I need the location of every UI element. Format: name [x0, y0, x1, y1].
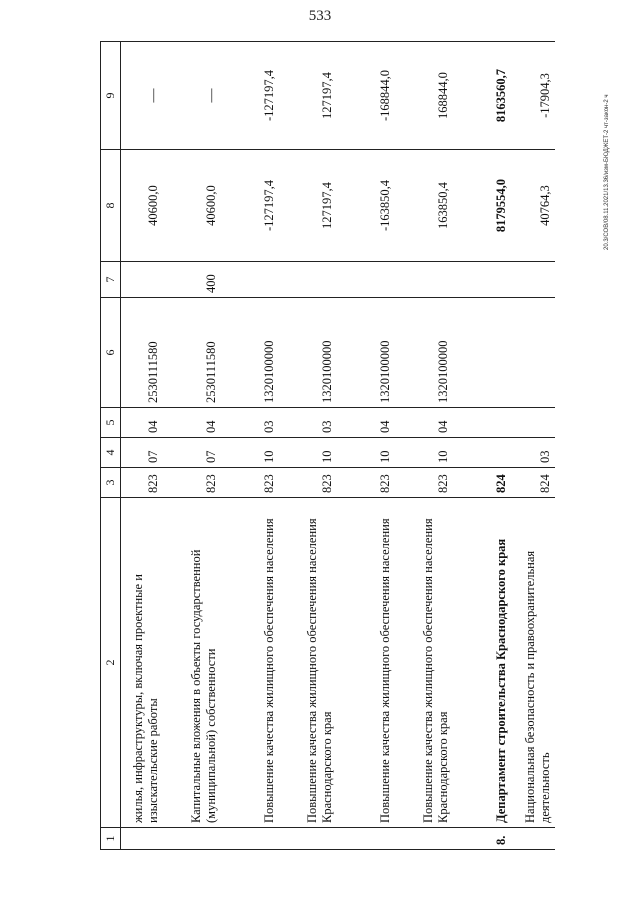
code-subsection: 04: [395, 408, 453, 438]
page-number: 533: [308, 8, 332, 24]
code-expense-type: [511, 262, 555, 298]
table-row: [279, 42, 337, 850]
code-expense-type: [221, 262, 279, 298]
amount-col8: 40764,3: [511, 150, 555, 262]
code-target: 1320100000: [279, 298, 337, 408]
amount-col9: -127197,4: [221, 42, 279, 150]
item-name: Повышение качества жилищного обеспечения населения: [337, 498, 395, 828]
code-ministry: 823: [221, 468, 279, 498]
code-subsection: 03: [221, 408, 279, 438]
amount-col8: 40600,0: [163, 150, 221, 262]
code-target: [453, 298, 511, 408]
code-section: 07: [121, 438, 164, 468]
header-cell: 3: [101, 468, 121, 498]
table-header-row: [101, 42, 121, 850]
row-number: [221, 828, 279, 850]
amount-col9: —: [163, 42, 221, 150]
code-section: 10: [279, 438, 337, 468]
code-target: 2530111580: [163, 298, 221, 408]
amount-col8: 8179554,0: [453, 150, 511, 262]
code-target: 2530111580: [121, 298, 164, 408]
code-section: [453, 438, 511, 468]
code-section: 03: [511, 438, 555, 468]
item-name: Повышение качества жилищного обеспечения населения: [221, 498, 279, 828]
table-row: [395, 42, 453, 850]
row-number: 8.: [453, 828, 511, 850]
header-cell: 4: [101, 438, 121, 468]
code-expense-type: [395, 262, 453, 298]
code-subsection: 04: [163, 408, 221, 438]
code-subsection: [511, 408, 555, 438]
code-expense-type: [337, 262, 395, 298]
amount-col8: 163850,4: [395, 150, 453, 262]
code-expense-type: [121, 262, 164, 298]
code-section: 10: [337, 438, 395, 468]
amount-col9: 127197,4: [279, 42, 337, 150]
table-row: [163, 42, 221, 850]
amount-col8: 127197,4: [279, 150, 337, 262]
header-cell: 5: [101, 408, 121, 438]
item-name: Национальная безопасность и правоохранительная деятельность: [511, 498, 555, 828]
row-number: [395, 828, 453, 850]
header-cell: 2: [101, 498, 121, 828]
code-ministry: 823: [337, 468, 395, 498]
code-ministry: 823: [395, 468, 453, 498]
row-number: [337, 828, 395, 850]
item-name: Департамент строительства Краснодарского края: [453, 498, 511, 828]
code-expense-type: [453, 262, 511, 298]
code-subsection: 04: [337, 408, 395, 438]
row-number: [279, 828, 337, 850]
code-ministry: 823: [279, 468, 337, 498]
table-row: [453, 42, 511, 850]
rotated-table-area: [100, 42, 580, 850]
item-name: Повышение качества жилищного обеспечения населения Краснодарского края: [395, 498, 453, 828]
item-name: Повышение качества жилищного обеспечения населения Краснодарского края: [279, 498, 337, 828]
table-row: [221, 42, 279, 850]
document-footer-code: 20.3/СОВ/08.11.2021/13.36/изм-БЮДЖЕТ-2 чт-закон-2 ч: [604, 94, 610, 250]
budget-table: [100, 41, 555, 850]
code-ministry: 823: [121, 468, 164, 498]
row-number: [163, 828, 221, 850]
row-number: [121, 828, 164, 850]
code-ministry: 823: [163, 468, 221, 498]
code-section: 10: [221, 438, 279, 468]
header-cell: 1: [101, 828, 121, 850]
header-cell: 6: [101, 298, 121, 408]
code-ministry: 824: [511, 468, 555, 498]
item-name: Капитальные вложения в объекты государственной (муниципальной) собственности: [163, 498, 221, 828]
amount-col9: -168844,0: [337, 42, 395, 150]
code-expense-type: 400: [163, 262, 221, 298]
code-subsection: 04: [121, 408, 164, 438]
code-target: 1320100000: [395, 298, 453, 408]
item-name: жилья, инфраструктуры, включая проектные и изыскательские работы: [121, 498, 164, 828]
table-row: [511, 42, 555, 850]
amount-col8: -127197,4: [221, 150, 279, 262]
header-cell: 9: [101, 42, 121, 150]
code-target: 1320100000: [337, 298, 395, 408]
table-row: [337, 42, 395, 850]
amount-col8: -163850,4: [337, 150, 395, 262]
code-ministry: 824: [453, 468, 511, 498]
code-section: 07: [163, 438, 221, 468]
table-row: [121, 42, 164, 850]
code-expense-type: [279, 262, 337, 298]
code-target: 1320100000: [221, 298, 279, 408]
code-subsection: 03: [279, 408, 337, 438]
amount-col9: —: [121, 42, 164, 150]
amount-col9: 168844,0: [395, 42, 453, 150]
header-cell: 8: [101, 150, 121, 262]
row-number: [511, 828, 555, 850]
amount-col9: 8163560,7: [453, 42, 511, 150]
amount-col9: -17904,3: [511, 42, 555, 150]
amount-col8: 40600,0: [121, 150, 164, 262]
header-cell: 7: [101, 262, 121, 298]
code-section: 10: [395, 438, 453, 468]
code-subsection: [453, 408, 511, 438]
code-target: [511, 298, 555, 408]
